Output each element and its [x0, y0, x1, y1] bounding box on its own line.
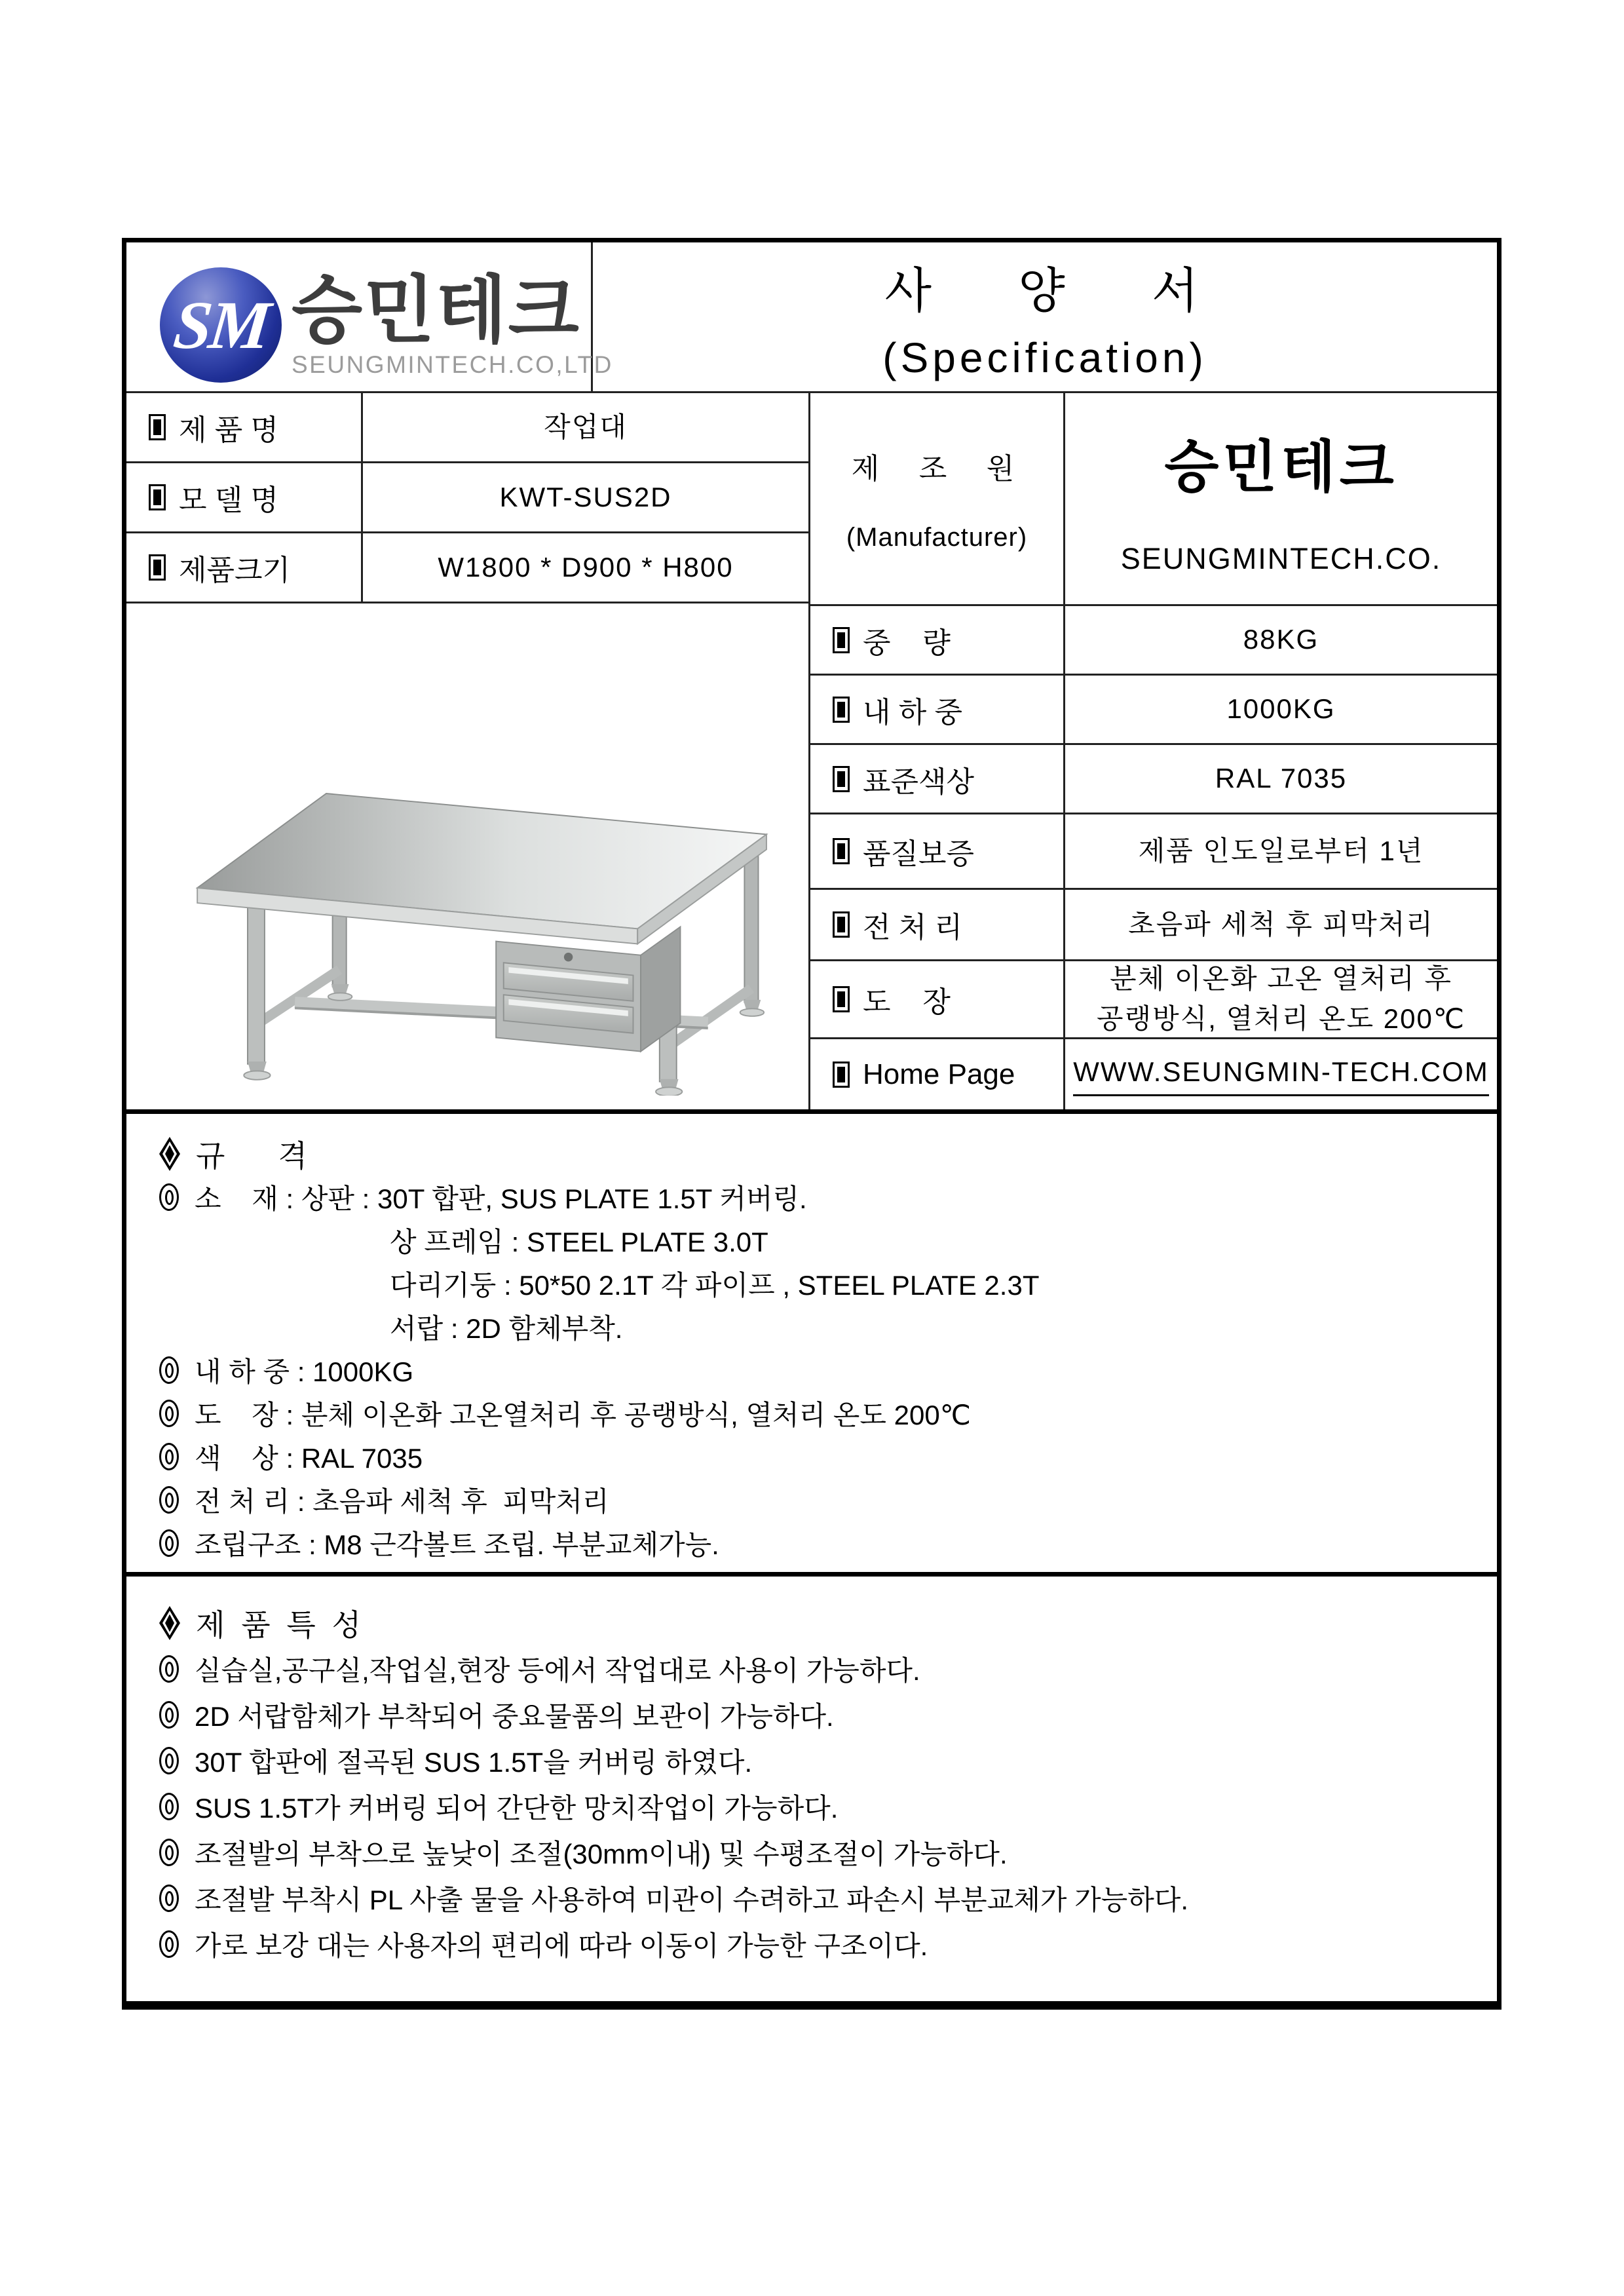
- spec-section-heading: [159, 1132, 1497, 1176]
- diamond-bullet-icon: [159, 1606, 180, 1640]
- feature-item: 가로 보강 대는 사용자의 편리에 따라 이동이 가능한 구조이다.: [159, 1923, 1497, 1966]
- manufacturer-name-ko: 승민테크: [1164, 436, 1398, 499]
- table-row-manufacturer: [810, 393, 1497, 606]
- logo-sm-sphere-icon: [160, 267, 282, 383]
- label-text: 표준색상: [863, 765, 975, 798]
- double-circle-bullet-icon: [159, 1529, 179, 1557]
- heading-text: 제 품 특 성: [196, 1608, 366, 1642]
- double-circle-bullet-icon: [159, 1356, 179, 1384]
- square-bullet-icon: [833, 1062, 850, 1088]
- feature-item: 조절발의 부착으로 높낮이 조절(30mm이내) 및 수평조절이 가능하다.: [159, 1831, 1497, 1874]
- product-spec-table: [122, 238, 1501, 1114]
- feature-item: SUS 1.5T가 커버링 되어 간단한 망치작업이 가능하다.: [159, 1785, 1497, 1828]
- logo-company-name-en: SEUNGMINTECH.CO,LTD: [292, 351, 613, 378]
- table-row-warranty: [810, 814, 1497, 890]
- double-circle-bullet-icon: [159, 1701, 179, 1729]
- spec-detail-section: [122, 1109, 1501, 1577]
- label-text: 제품크기: [179, 554, 291, 586]
- label-text: 모 델 명: [179, 484, 278, 516]
- double-circle-bullet-icon: [159, 1885, 179, 1912]
- value-painting: [1065, 961, 1497, 1037]
- label-text: 중 량: [863, 626, 951, 659]
- workbench-product-image: [153, 617, 782, 1096]
- value-product-size: W1800 * D900 * H800: [438, 551, 734, 583]
- square-bullet-icon: [149, 414, 166, 440]
- title-korean: 사 양 서: [884, 263, 1205, 318]
- value-standard-color: RAL 7035: [1215, 763, 1348, 794]
- value-load-capacity: 1000KG: [1226, 693, 1336, 725]
- label-standard-color: [810, 745, 1065, 813]
- table-row-product-size: [126, 533, 808, 603]
- features-section: [122, 1572, 1501, 2010]
- label-text: 전 처 리: [863, 911, 962, 944]
- square-bullet-icon: [833, 838, 850, 864]
- spec-line-pretreatment: 전 처 리 : 초음파 세척 후 피막처리: [159, 1478, 1497, 1521]
- homepage-url-link[interactable]: WWW.SEUNGMIN-TECH.COM: [1073, 1052, 1489, 1097]
- label-manufacturer: [810, 393, 1065, 604]
- table-body: [126, 393, 1497, 1109]
- spec-line-material: 소 재 : 상판 : 30T 합판, SUS PLATE 1.5T 커버링.: [159, 1176, 1497, 1219]
- value-manufacturer: [1065, 393, 1497, 604]
- square-bullet-icon: [833, 766, 850, 792]
- double-circle-bullet-icon: [159, 1839, 179, 1866]
- spec-line-leg: 다리기둥 : 50*50 2.1T 각 파이프 , STEEL PLATE 2.3T: [390, 1270, 1040, 1301]
- square-bullet-icon: [833, 911, 850, 938]
- table-row-load-capacity: [810, 676, 1497, 745]
- double-circle-bullet-icon: [159, 1655, 179, 1683]
- label-painting: [810, 961, 1065, 1037]
- label-text: 도 장: [863, 986, 951, 1018]
- value-pretreatment: 초음파 세척 후 피막처리: [1128, 908, 1434, 940]
- square-bullet-icon: [833, 697, 850, 723]
- logo-texts: [292, 269, 613, 379]
- manufacturer-label-en: (Manufacturer): [846, 523, 1028, 552]
- label-text: 품질보증: [863, 838, 975, 870]
- double-circle-bullet-icon: [159, 1486, 179, 1514]
- heading-text: 규 격: [196, 1139, 311, 1173]
- value-product-name: 작업대: [544, 411, 628, 442]
- logo-monogram: SM: [170, 287, 272, 363]
- spec-line-drawer: 서랍 : 2D 함체부착.: [390, 1313, 623, 1344]
- company-logo: [126, 242, 613, 391]
- double-circle-bullet-icon: [159, 1400, 179, 1427]
- right-pane: [810, 393, 1497, 1109]
- value-warranty: 제품 인도일로부터 1년: [1138, 835, 1424, 866]
- table-header-row: [126, 242, 1497, 393]
- label-homepage: [810, 1039, 1065, 1109]
- table-row-model-name: [126, 463, 808, 533]
- label-text: Home Page: [863, 1058, 1015, 1090]
- document-title: [593, 242, 1497, 391]
- logo-company-name: 승민테크: [292, 269, 580, 351]
- feature-item: 조절발 부착시 PL 사출 물을 사용하여 미관이 수려하고 파손시 부분교체가 가능하다.: [159, 1877, 1497, 1920]
- label-warranty: [810, 814, 1065, 888]
- square-bullet-icon: [833, 627, 850, 653]
- table-row-pretreatment: [810, 890, 1497, 961]
- spec-line-painting: 도 장 : 분체 이온화 고온열처리 후 공랭방식, 열처리 온도 200℃: [159, 1392, 1497, 1435]
- manufacturer-name-en: SEUNGMINTECH.CO.: [1120, 542, 1442, 575]
- title-english: (Specification): [882, 334, 1207, 381]
- square-bullet-icon: [149, 484, 166, 510]
- table-row-product-name: [126, 393, 808, 463]
- double-circle-bullet-icon: [159, 1930, 179, 1958]
- document-frame: [122, 238, 1501, 2010]
- spec-line-assembly: 조립구조 : M8 근각볼트 조립. 부분교체가능.: [159, 1521, 1497, 1565]
- value-model-name: KWT-SUS2D: [499, 481, 672, 512]
- feature-item: 2D 서랍함체가 부착되어 중요물품의 보관이 가능하다.: [159, 1693, 1497, 1736]
- features-section-heading: [159, 1601, 1497, 1645]
- table-row-homepage: [810, 1039, 1497, 1109]
- spec-line-top-frame: 상 프레임 : STEEL PLATE 3.0T: [390, 1227, 768, 1257]
- diamond-bullet-icon: [159, 1137, 180, 1171]
- label-product-name: [126, 393, 363, 461]
- left-pane: [126, 393, 810, 1109]
- painting-line-1: 분체 이온화 고온 열처리 후: [1110, 963, 1452, 995]
- feature-item: 30T 합판에 절곡된 SUS 1.5T을 커버링 하였다.: [159, 1739, 1497, 1782]
- label-pretreatment: [810, 890, 1065, 959]
- manufacturer-label-ko: 제 조 원: [851, 453, 1023, 485]
- square-bullet-icon: [833, 986, 850, 1012]
- double-circle-bullet-icon: [159, 1747, 179, 1774]
- double-circle-bullet-icon: [159, 1793, 179, 1820]
- label-text: 제 품 명: [179, 414, 278, 446]
- label-weight: [810, 606, 1065, 674]
- spec-line-color: 색 상 : RAL 7035: [159, 1435, 1497, 1478]
- double-circle-bullet-icon: [159, 1183, 179, 1211]
- value-weight: 88KG: [1243, 624, 1319, 655]
- label-model-name: [126, 463, 363, 531]
- label-product-size: [126, 533, 363, 602]
- label-load-capacity: [810, 676, 1065, 743]
- table-row-painting: [810, 961, 1497, 1039]
- spec-line-load: 내 하 중 : 1000KG: [159, 1349, 1497, 1392]
- value-homepage: [1065, 1039, 1497, 1109]
- table-row-weight: [810, 606, 1497, 676]
- double-circle-bullet-icon: [159, 1443, 179, 1470]
- feature-item: 실습실,공구실,작업실,현장 등에서 작업대로 사용이 가능하다.: [159, 1647, 1497, 1691]
- product-image-cell: [126, 603, 808, 1109]
- square-bullet-icon: [149, 554, 166, 581]
- label-text: 내 하 중: [863, 696, 962, 729]
- painting-line-2: 공랭방식, 열처리 온도 200℃: [1096, 1003, 1466, 1034]
- table-row-standard-color: [810, 745, 1497, 814]
